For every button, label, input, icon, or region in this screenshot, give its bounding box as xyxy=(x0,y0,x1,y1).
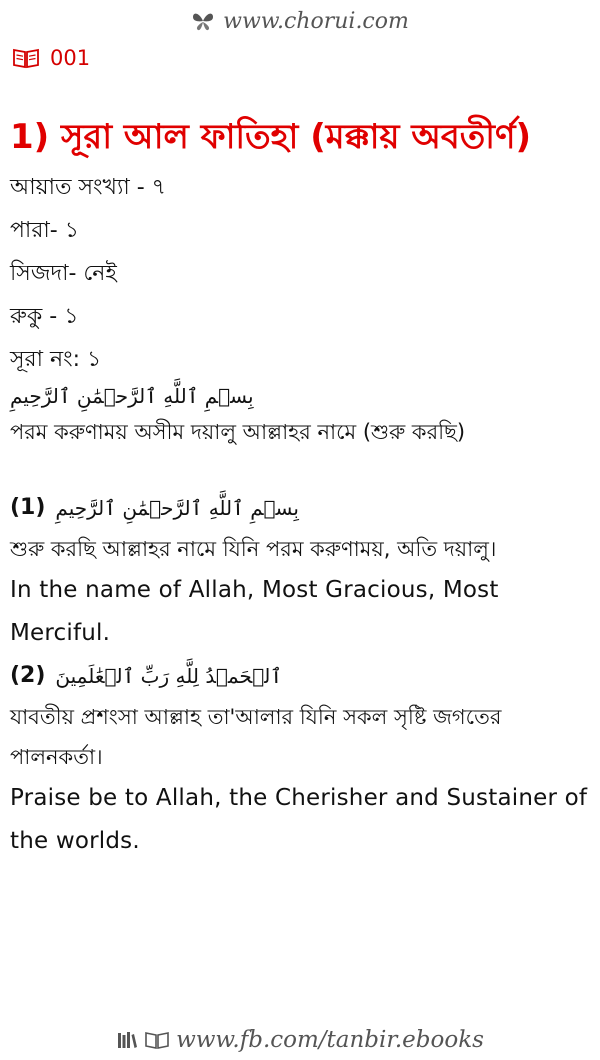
surah-number: সূরা নং: ১ xyxy=(10,347,102,372)
para-info: পারা- ১ xyxy=(10,218,80,243)
verse-2 xyxy=(10,655,592,863)
verse-bangla: শুরু করছি আল্লাহর নামে যিনি পরম করুণাময়, অতি দয়ালু। xyxy=(10,537,497,561)
verse-bangla: যাবতীয় প্রশংসা আল্লাহ তা'আলার যিনি সকল সৃষ্টি জগতের পালনকর্তা। xyxy=(10,705,502,769)
bookshelf-icon xyxy=(116,1030,138,1050)
spacer xyxy=(10,451,592,487)
footer-site-url[interactable]: www.fb.com/tanbir.ebooks xyxy=(176,1027,484,1053)
verse-head xyxy=(10,655,592,697)
open-book-icon xyxy=(144,1030,170,1050)
verse-english: In the name of Allah, Most Gracious, Most Merciful. xyxy=(10,577,499,646)
page-header xyxy=(0,6,600,36)
open-book-icon xyxy=(12,47,40,69)
sijda-info: সিজদা- নেই xyxy=(10,261,117,286)
page-reference xyxy=(12,46,90,70)
surah-content xyxy=(10,112,592,863)
bismillah-translation: পরম করুণাময় অসীম দয়ালু আল্লাহর নামে (শুরু করছি) xyxy=(10,420,466,444)
verse-head xyxy=(10,487,592,529)
verse-1 xyxy=(10,487,592,655)
header-site-url[interactable]: www.chorui.com xyxy=(223,8,409,34)
verse-number: (2) xyxy=(10,663,46,688)
page-footer xyxy=(0,1024,600,1056)
bismillah-arabic-text: بِسۡمِ ٱللَّهِ ٱلرَّحۡمَٰنِ ٱلرَّحِيمِ xyxy=(10,384,254,408)
bismillah-arabic xyxy=(10,381,592,413)
butterfly-icon xyxy=(191,10,215,32)
ruku-info: রুকু - ১ xyxy=(10,304,79,329)
surah-title: 1) সূরা আল ফাতিহা (মক্কায় অবতীর্ণ) xyxy=(10,117,532,157)
verse-english: Praise be to Allah, the Cherisher and Sustainer of the worlds. xyxy=(10,785,588,854)
verse-arabic: ٱلۡحَمۡدُ لِلَّهِ رَبِّ ٱلۡعَٰلَمِينَ xyxy=(55,664,283,688)
verse-arabic: بِسۡمِ ٱللَّهِ ٱلرَّحۡمَٰنِ ٱلرَّحِيمِ xyxy=(55,496,299,520)
ayah-count: আয়াত সংখ্যা - ৭ xyxy=(10,175,166,200)
page-number: 001 xyxy=(50,46,91,70)
verse-number: (1) xyxy=(10,495,46,520)
